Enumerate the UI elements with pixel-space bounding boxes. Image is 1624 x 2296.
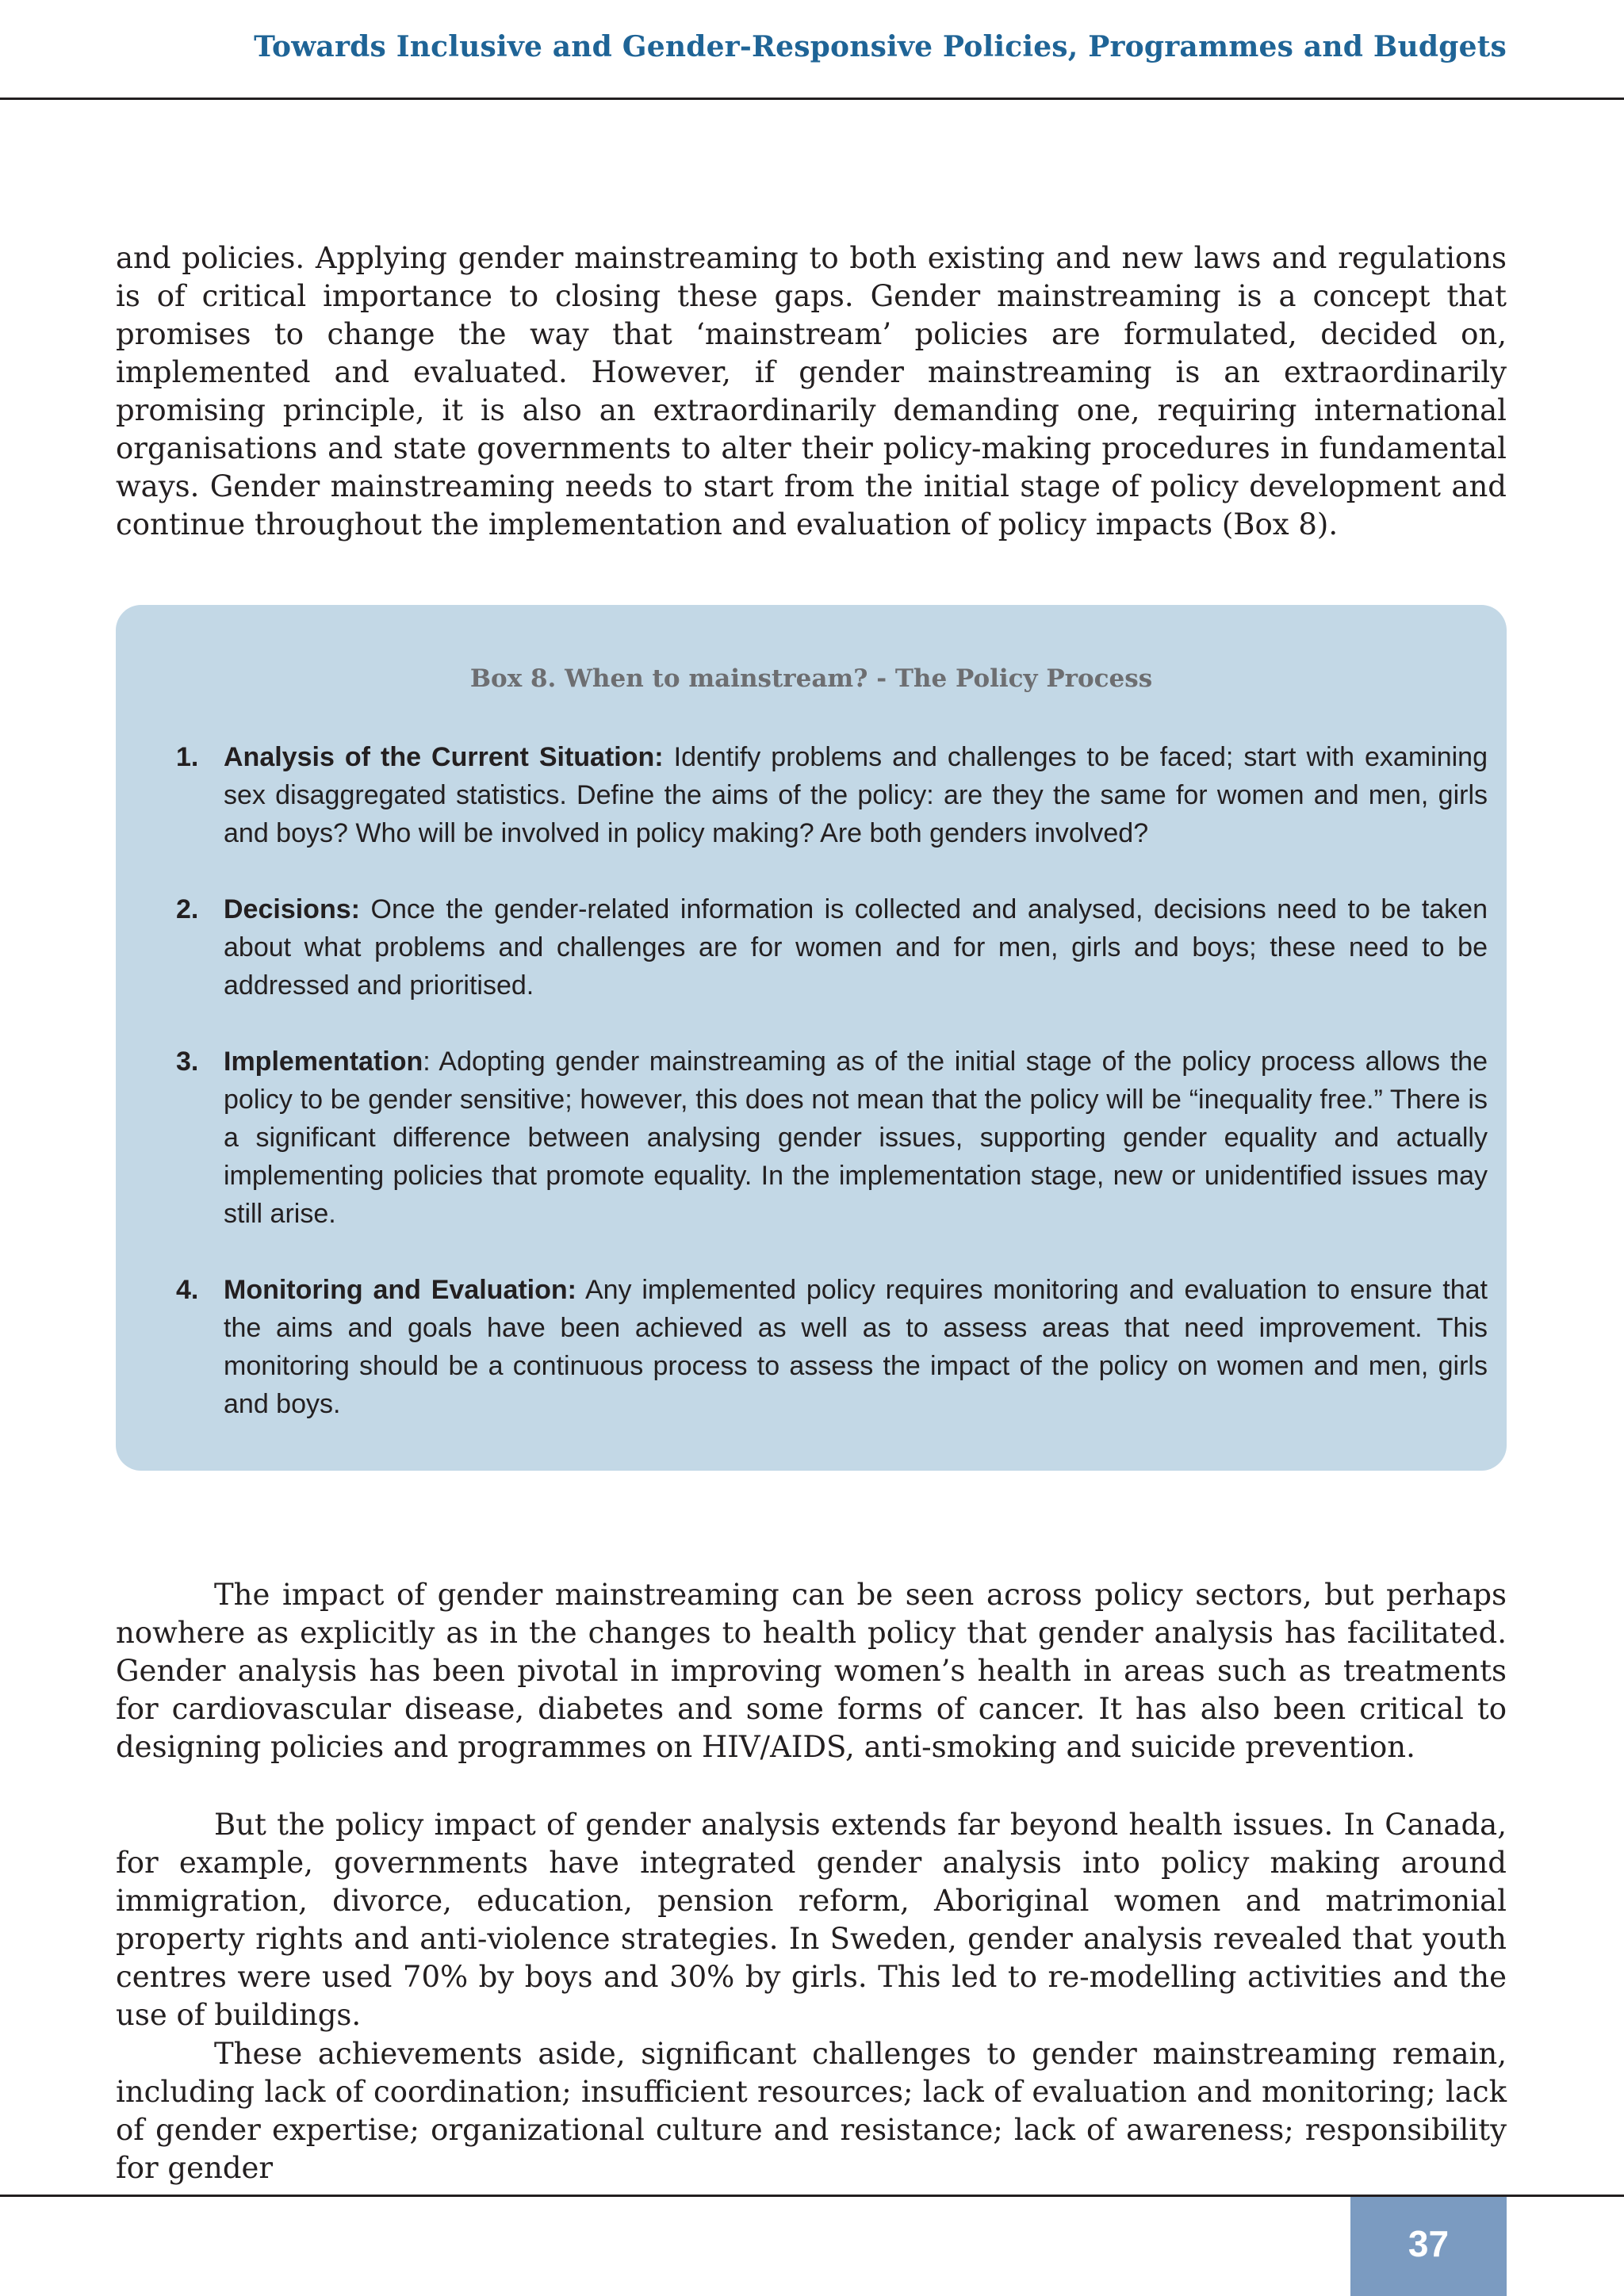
running-header: Towards Inclusive and Gender-Responsive Policies, Programmes and Budgets [254, 30, 1507, 63]
box-8-item-implementation [116, 1043, 1488, 1233]
item-text: Any implemented policy requires monitoring and evaluation to ensure that the aims and goals have been achieved as well as to assess areas that need improvement. This monitoring should be a continuous process to assess the impact of the policy on women and men, girls and boys. [224, 1275, 1488, 1419]
body-paragraph-1: and policies. Applying gender mainstreaming to both existing and new laws and regulations is of critical importance to closing these gaps. Gender mainstreaming is a concept that promises to change the way that ‘mainstream’ policies are formulated, decided on, implemented and evaluated. However, if gender mainstreaming is an extraordinarily promising principle, it is also an extraordinarily demanding one, requiring international organisations and state governments to alter their policy-making procedures in fundamental ways. Gender mainstreaming needs to start from the initial stage of policy development and continue throughout the implementation and evaluation of policy impacts (Box 8). [116, 241, 1507, 541]
box-8-item-analysis [116, 738, 1488, 852]
body-paragraph-2: The impact of gender mainstreaming can be seen across policy sectors, but perhaps nowhere as explicitly as in the changes to health policy that gender analysis has facilitated. Gender analysis has been pivotal in improving women’s health in areas such as treatments for cardiovascular disease, diabetes and some forms of cancer. It has also been critical to designing policies and programmes on HIV/AIDS, anti-smoking and suicide prevention. [116, 1578, 1507, 1764]
item-number: 1. [176, 742, 199, 772]
page-number-box [1350, 2197, 1507, 2296]
item-lead: Monitoring and Evaluation: [224, 1275, 576, 1305]
box-8-policy-process [116, 605, 1507, 1471]
item-number: 2. [176, 894, 199, 924]
box-8-item-decisions [116, 890, 1488, 1004]
header-rule [0, 98, 1624, 100]
item-lead: Decisions: [224, 894, 360, 924]
item-text: Identify problems and challenges to be faced; start with examining sex disaggregated statistics. Define the aims of the policy: are they the same for women and men, girls and boys? Who will be involved in policy making? Are both genders involved? [224, 742, 1488, 848]
item-number: 4. [176, 1275, 199, 1305]
item-number: 3. [176, 1047, 199, 1077]
box-8-title: Box 8. When to mainstream? - The Policy Process [469, 664, 1153, 693]
body-paragraph-3: But the policy impact of gender analysis extends far beyond health issues. In Canada, for example, governments have integrated gender analysis into policy making around immigration, divorce, education, pension reform, Aboriginal women and matrimonial property rights and anti-violence strategies. In Sweden, gender analysis revealed that youth centres were used 70% by boys and 30% by girls. This led to re-modelling activities and the use of buildings. [116, 1808, 1507, 2032]
item-text: : Adopting gender mainstreaming as of the initial stage of the policy process allows the policy to be gender sensitive; however, this does not mean that the policy will be “inequality free.” There is a significant difference between analysing gender issues, supporting gender equality and actually implementing policies that promote equality. In the implementation stage, new or unidentified issues may still arise. [224, 1047, 1488, 1229]
item-text: Once the gender-related information is collected and analysed, decisions need to be taken about what problems and challenges are for women and for men, girls and boys; these need to be addressed and prioritised. [224, 894, 1488, 1001]
box-8-list [116, 738, 1507, 1461]
item-lead: Implementation [224, 1047, 423, 1077]
page-number: 37 [1408, 2223, 1450, 2264]
item-lead: Analysis of the Current Situation: [224, 742, 664, 772]
body-paragraph-4: These achievements aside, significant challenges to gender mainstreaming remain, including lack of coordination; insufficient resources; lack of evaluation and monitoring; lack of gender expertise; organizational culture and resistance; lack of awareness; responsibility for gender [116, 2037, 1507, 2185]
box-8-item-monitoring [116, 1271, 1488, 1423]
